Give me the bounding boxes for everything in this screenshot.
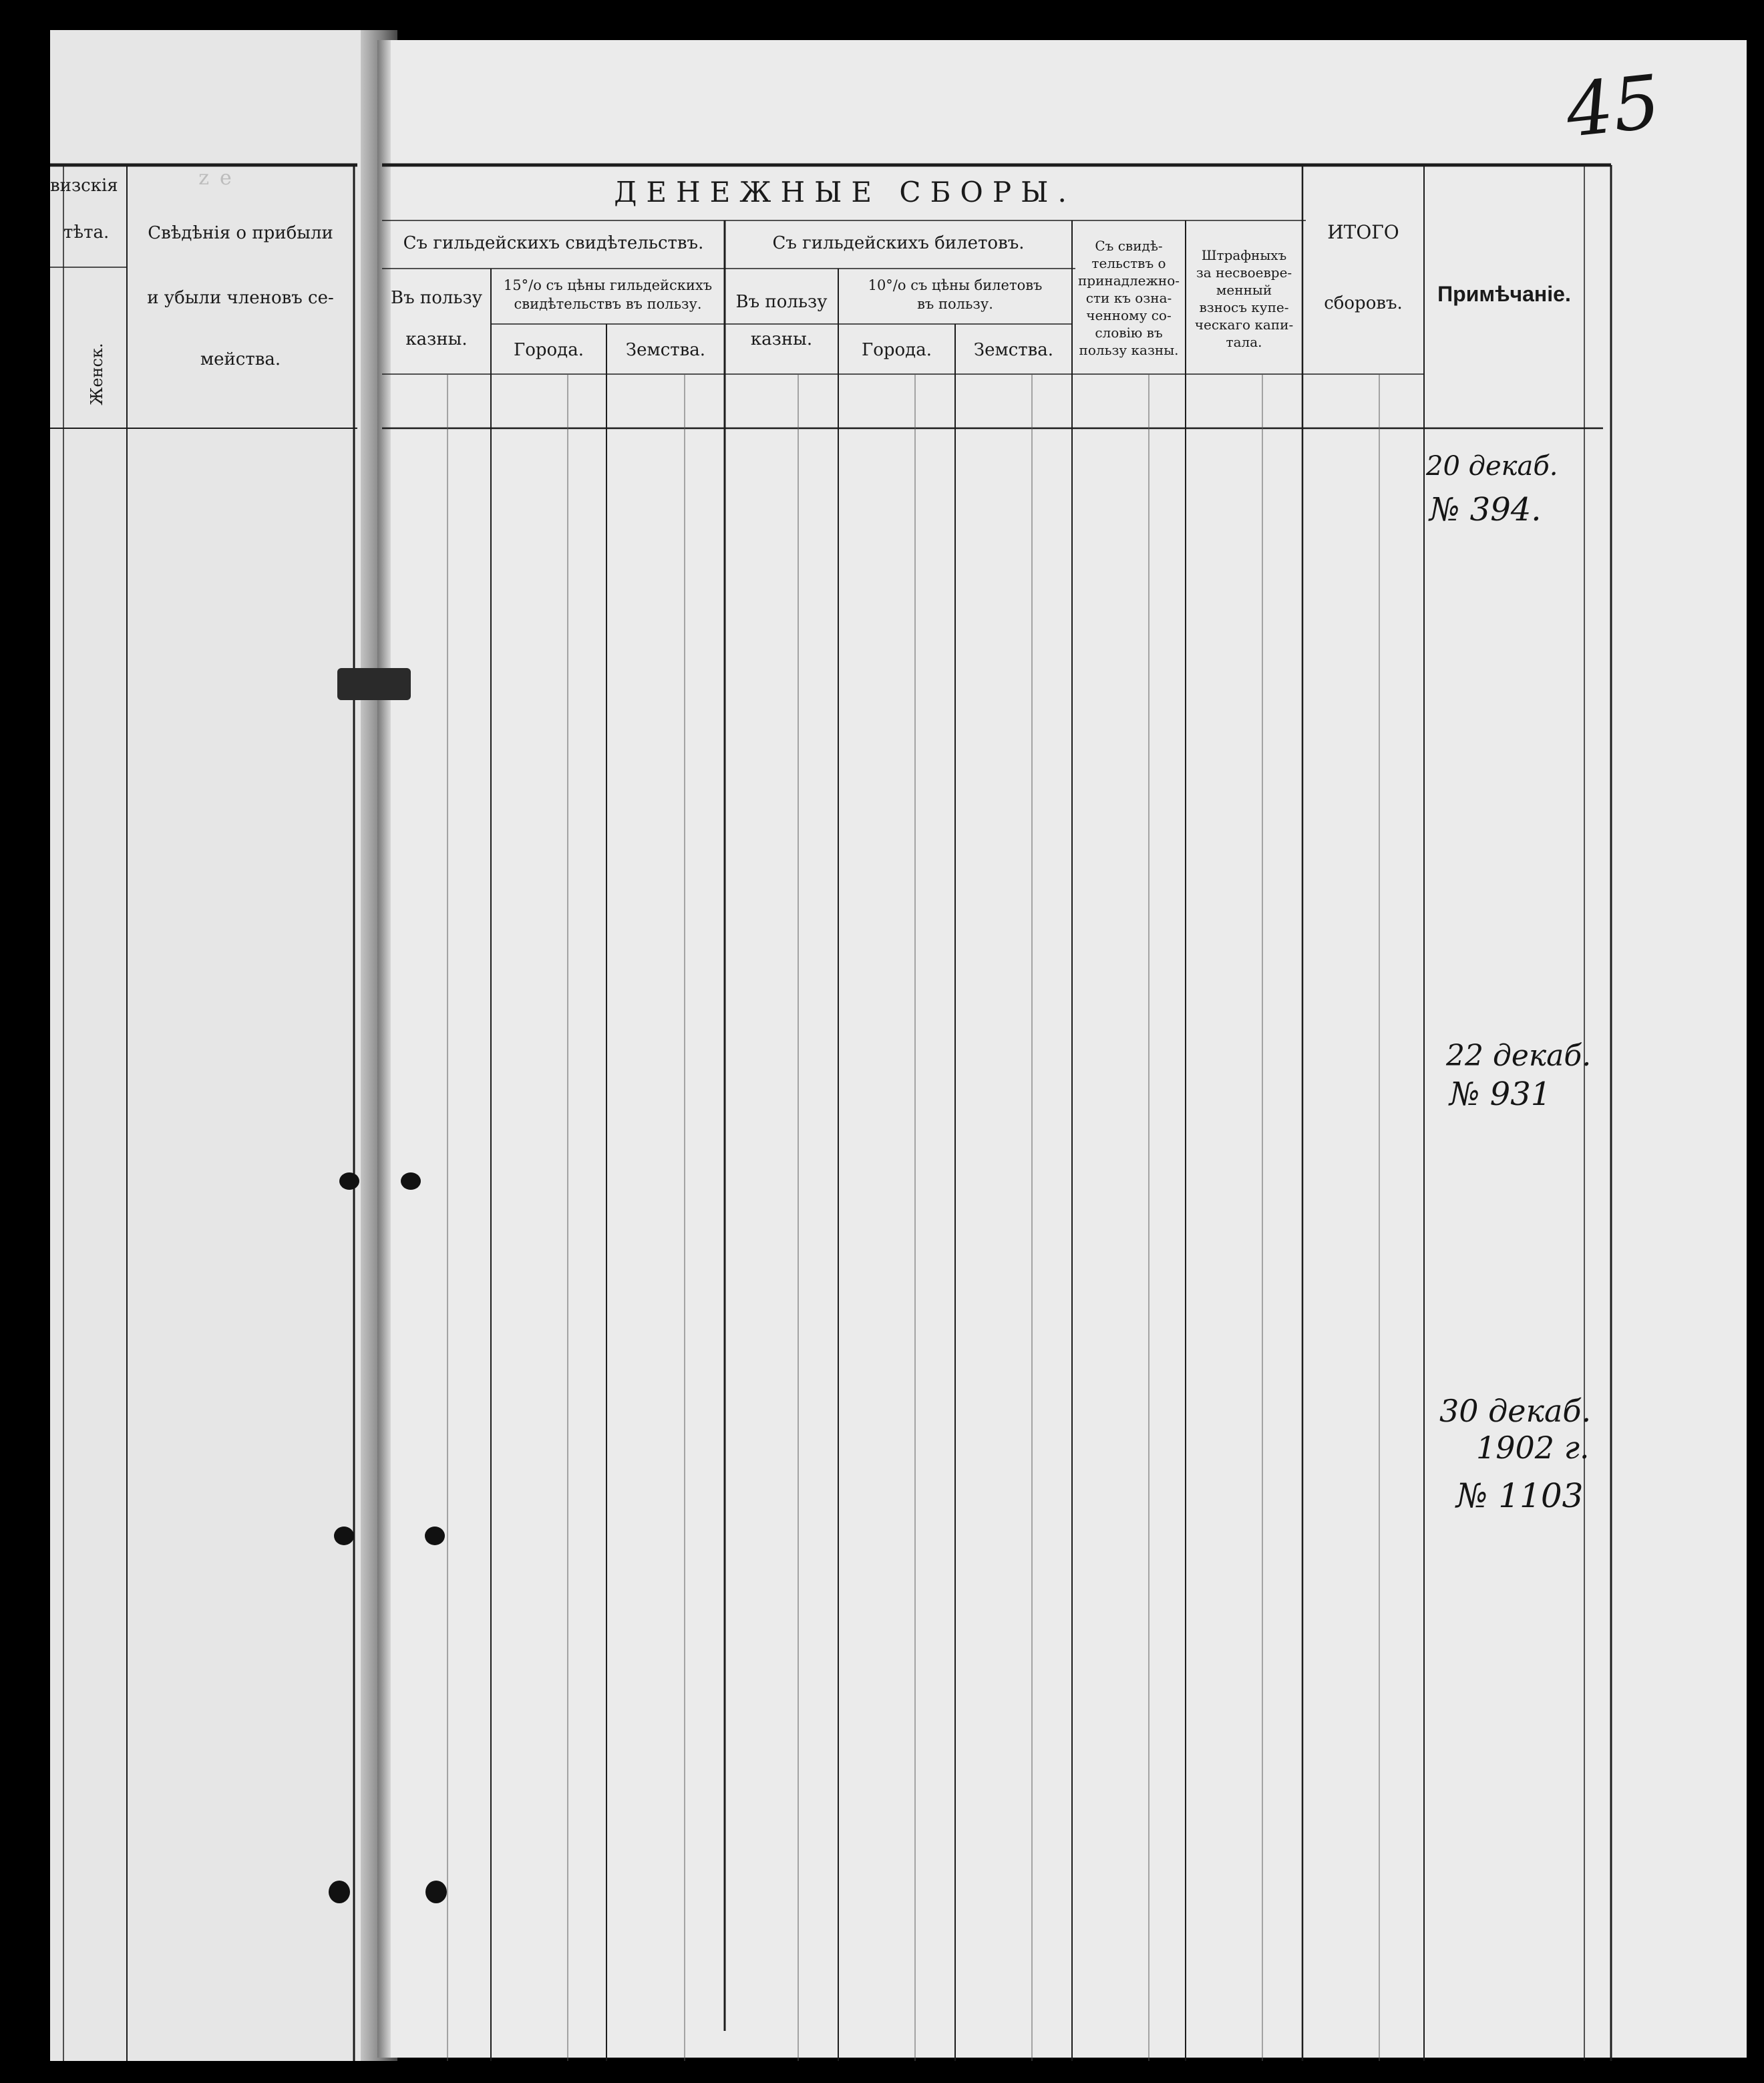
punch-hole — [329, 1881, 350, 1903]
note-3-date: 30 декаб. — [1439, 1393, 1592, 1429]
guild-tickets-header: Съ гильдейскихъ билетовъ. — [772, 233, 1025, 253]
fines-line1: Штрафныхъ — [1201, 247, 1287, 263]
left-partial-top: ze — [198, 166, 242, 190]
punch-hole — [425, 1527, 445, 1545]
note-2-date: 22 декаб. — [1446, 1039, 1592, 1073]
note-3-year: 1902 г. — [1476, 1430, 1590, 1466]
guild-ticket-city: Города. — [862, 340, 932, 360]
total-header-line2: сборовъ. — [1324, 293, 1403, 313]
guild-ticket-percent-2: въ пользу. — [917, 296, 993, 312]
estate-certificates-line5: ченному со- — [1086, 307, 1172, 323]
fines-line3: менный — [1216, 282, 1272, 298]
page-number: 45 — [1562, 59, 1664, 154]
guild-cert-treasury-2: казны. — [405, 329, 468, 349]
fines-line2: за несвоевре- — [1196, 265, 1292, 281]
punch-hole — [401, 1172, 421, 1190]
profit-loss-header-line2: и убыли членовъ се- — [147, 288, 334, 308]
note-2-number: № 931 — [1449, 1076, 1552, 1113]
estate-certificates-line7: пользу казны. — [1079, 342, 1179, 358]
money-collections-title: ДЕНЕЖНЫЕ СБОРЫ. — [614, 176, 1076, 208]
estate-certificates-line1: Съ свидѣ- — [1095, 238, 1163, 254]
womens-column-header: Женск. — [87, 343, 106, 406]
note-1-number: № 394. — [1429, 491, 1542, 528]
notes-header: Примѣчаніе. — [1437, 282, 1571, 306]
estate-certificates-line2: тельствъ о — [1091, 255, 1166, 271]
estate-certificates-line6: словію въ — [1095, 325, 1163, 341]
left-partial-header: визскія — [50, 176, 118, 196]
guild-cert-zemstvo: Земства. — [625, 340, 706, 360]
guild-certificates-header: Съ гильдейскихъ свидѣтельствъ. — [403, 233, 704, 253]
profit-loss-header-line3: мейства. — [200, 349, 281, 369]
binder-clip — [337, 668, 411, 700]
left-partial-header2: тѣта. — [63, 222, 110, 243]
guild-cert-treasury-1: Въ пользу — [390, 288, 483, 308]
guild-ticket-treasury-1: Въ пользу — [735, 292, 828, 312]
fines-line4: взносъ купе- — [1199, 299, 1289, 315]
note-3-number: № 1103 — [1456, 1476, 1584, 1515]
profit-loss-header-line1: Свѣдѣнія о прибыли — [148, 223, 333, 243]
estate-certificates-line4: сти къ озна- — [1085, 290, 1172, 306]
guild-ticket-percent-1: 10°/о съ цѣны билетовъ — [868, 277, 1043, 293]
punch-hole — [425, 1881, 447, 1903]
guild-cert-percent-2: свидѣтельствъ въ пользу. — [514, 296, 702, 312]
guild-ticket-zemstvo: Земства. — [973, 340, 1054, 360]
estate-certificates-line3: принадлежно- — [1077, 273, 1180, 289]
fines-line6: тала. — [1226, 334, 1262, 350]
guild-ticket-treasury-2: казны. — [750, 329, 813, 349]
note-1-date: 20 декаб. — [1426, 451, 1558, 482]
guild-cert-city: Города. — [514, 340, 584, 360]
punch-hole — [339, 1172, 359, 1190]
fines-line5: ческаго капи- — [1194, 317, 1294, 333]
total-header-line1: ИТОГО — [1327, 221, 1399, 243]
punch-hole — [334, 1527, 354, 1545]
guild-cert-percent-1: 15°/о съ цѣны гильдейскихъ — [503, 277, 713, 293]
